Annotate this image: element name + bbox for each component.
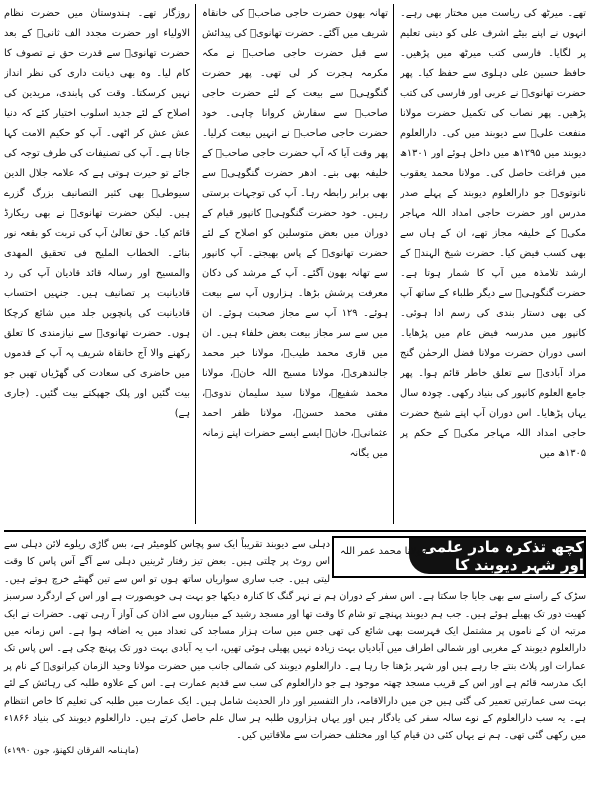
article-heading-box — [332, 536, 586, 578]
article-author: مولانا محمد عمر اللہ — [340, 546, 427, 557]
article-body-text: دہلی سے دیوبند تقریباً ایک سو پچاس کلومیٹر ہے، بس گاڑی ریلوے لائن دہلی سے اس روٹ پر چلتی ہیں۔ بعض تیز رفتار ٹرینیں دہلی سے آگے آس پاس کا وقت لیتی ہیں۔ جب ساری سواریاں ساتھ ہوں تو اس سے تین گھنٹے خرچ ہوتے ہیں۔ سڑک کے راستے سے بھی جایا جا سکتا ہے۔ اس سفر کے دوران ہم نے نہر گنگ کا کنارہ دیکھا جو بہت ہی خوبصورت ہے اور اس کے اردگرد سرسبز کھیت دور تک پھیلے ہوئے ہیں۔ جب ہم دیوبند پہنچے تو شام کا وقت تھا اور مسجد رشید کے میناروں سے اذان کی آواز آ رہی تھی۔ حضرات نے ایک مرتبہ ان کے ناموں پر مشتمل ایک فہرست بھی شائع کی تھی جس میں سات ہزار مساجد کی تعداد میں یہ اضافہ ہوا ہے۔ اس زمانہ میں دارالعلوم دیوبند کے مغربی اور شمالی اطراف میں آبادیاں بہت زیادہ نہیں پھیلی ہوئی تھیں، اب یہ آبادی بہت دور تک پہنچ چکی ہے۔ اس پاس تک عمارات اور پلاٹ بنتے جا رہے ہیں اور شہر بڑھتا جا رہا ہے۔ دارالعلوم دیوبند کی شمالی جانب میں حضرت مولانا وحید الزمان کیرانویؒ کے نام پر ایک مدرسہ قائم ہے اور اس کے قریب مسجد چھتہ موجود ہے جو دارالعلوم کی سب سے قدیم عمارت ہے۔ اس کے علاوہ طلبہ کی رہائش کے لئے بہت سی عمارتیں تعمیر کی گئی ہیں جن میں دارالاقامہ، دار التفسیر اور دار الحدیث شامل ہیں۔ ایک عمارت میں طلبہ کی تعلیم کا خاص انتظام ہے۔ یہ سب دارالعلوم کے نوے سالہ سفر کی یادگار ہیں اور یہاں ہزاروں طلبہ ہر سال علم حاصل کرتے ہیں۔ دارالعلوم دیوبند کی بنیاد ۱۸۶۶ء میں رکھی گئی تھی۔ ہم نے یہاں کئی دن قیام کیا اور مختلف حضرات سے ملاقاتیں کیں۔ — [4, 539, 586, 742]
column-paragraph: تھانہ بھون حضرت حاجی صاحبؒ کی خانقاہ شریف میں آگئے۔ حضرت تھانویؒ کی پیدائش سے قبل حضرت حاجی صاحبؒ نے مکہ مکرمہ ہجرت کر لی تھی۔ پھر حضرت گنگوہیؒ سے بیعت کے لئے حضرت حاجی صاحبؒ سے سفارش کروانا چاہی۔ خود حضرت حاجی صاحبؒ نے انہیں بیعت کرلیا۔ پھر وقت آیا کہ آپ حضرت حاجی صاحبؒ کے خلیفہ بھی بنے۔ ادھر حضرت گنگوہیؒ سے بھی برابر رابطہ رہا۔ آپ کی توجہات برستی رہیں۔ خود حضرت گنگوہیؒ کانپور قیام کے دوران میں بعض متوسلین کو اصلاح کے لئے حضرت تھانویؒ کے پاس بھیجتے۔ آپ کانپور سے تھانہ بھون آگئے۔ آپ کے مرشد کی دکان معرفت پرشش بڑھا۔ ہزاروں آپ سے بیعت ہوئے۔ ۱۲۹ آپ سے مجاز صحبت ہوئے۔ ان میں سے سر مجاز بیعت بعض خلفاء ہیں۔ ان میں قاری محمد طیبؒ، مولانا خیر محمد جالندھریؒ، مولانا مسیح اللہ خانؒ، مولانا محمد شفیعؒ، مولانا سید سلیمان ندویؒ، مفتی محمد حسنؒ، مولانا ظفر احمد عثمانیؒ، خانؒ ایسے ایسے حضرات اپنے زمانہ میں یگانہ — [202, 8, 388, 459]
second-article — [4, 536, 586, 802]
text-column-1 — [400, 4, 586, 524]
text-column-2 — [202, 4, 394, 524]
top-article-columns — [4, 4, 586, 532]
column-paragraph: تھے۔ میرٹھ کی ریاست میں مختار بھی رہے۔ انہوں نے اپنے بیٹے اشرف علی کو دینی تعلیم پر لگایا۔ فارسی کتب میرٹھ میں پڑھیں۔ حافظ حسین علی دہلوی سے حفظ کیا۔ پھر حضرت تھانویؒ نے عربی اور فارسی کی کتب پڑھیں۔ پھر نصاب کی تکمیل حضرت مولانا منفعت علیؒ سے دیوبند میں کی۔ دارالعلوم دیوبند میں ۱۲۹۵ھ میں داخل ہوئے اور ۱۳۰۱ھ میں فراغت حاصل کی۔ مولانا محمد یعقوب نانوتویؒ جو دارالعلوم دیوبند کے پہلے صدر مدرس اور حضرت حاجی امداد اللہ مہاجر مکیؒ کے خلیفہ مجاز تھے، ان کے ہاں سے بھی کسب فیض کیا۔ حضرت شیخ الہندؒ کے ارشد تلامذہ میں آپ کا شمار ہوتا ہے۔ حضرت گنگوہیؒ سے دیگر طلباء کے ساتھ آپ کی بھی دستار بندی کی رسم ادا ہوئی۔ کانپور میں مدرسہ فیض عام میں پڑھایا۔ اسی دوران حضرت مولانا فضل الرحمٰن گنج مراد آبادیؒ سے تعلق خاطر قائم ہوا۔ پھر جامع العلوم کانپور کی بنیاد رکھی۔ چودہ سال یہاں پڑھایا۔ اس دوران آپ اپنے شیخ حضرت حاجی امداد اللہ مہاجر مکیؒ کے حکم پر ۱۳۰۵ھ میں — [400, 8, 586, 459]
article-source: (ماہنامہ الفرقان لکھنؤ، جون ۱۹۹۰ء) — [4, 745, 139, 756]
column-paragraph: روزگار تھے۔ ہندوستان میں حضرت نظام الاولیاء اور حضرت مجدد الف ثانیؒ کے بعد حضرت تھانویؒ سے قدرت حق نے تصوف کا کام لیا۔ وہ بھی دیانت داری کی نظر انداز نہیں کرسکتا۔ وقت کی پابندی، مریدین کی اصلاح کے لئے جدید اسلوب اختیار کئے کہ دنیا عش عش کر اٹھی۔ آپ کو حکیم الامت کہا جاتا ہے۔ آپ کی تصنیفات کی طرف توجہ کی جائے تو حیرت ہوتی ہے کہ علامہ جلال الدین سیوطیؒ بھی کثیر التصانیف بزرگ گزرے ہیں۔ لیکن حضرت تھانویؒ نے بھی ریکارڈ قائم کیا۔ حق تعالیٰ آپ کی تربت کو بقعہ نور بنائے۔ الخطاب المليح فی تحقيق المهدی والمسيح اور رسالہ قائد قادیان آپ کی رد قادیانیت پر تصانیف ہیں۔ جنہیں احتساب قادیانیت کی پانچویں جلد میں شائع کرچکا ہوں۔ حضرت تھانویؒ سے نیازمندی کا تعلق رکھنے والا آج خانقاہ شریف پہ آپ کے قدموں میں حاضری کی سعادت کی گھڑیاں تھیں جو بیت گئیں اور پلک جھپکتے بیت گئیں۔ (جاری ہے) — [4, 8, 190, 419]
text-column-3 — [4, 4, 196, 524]
article-heading: کچھ تذکرہ مادر علمی اور شہر دیوبند کا — [409, 538, 584, 574]
